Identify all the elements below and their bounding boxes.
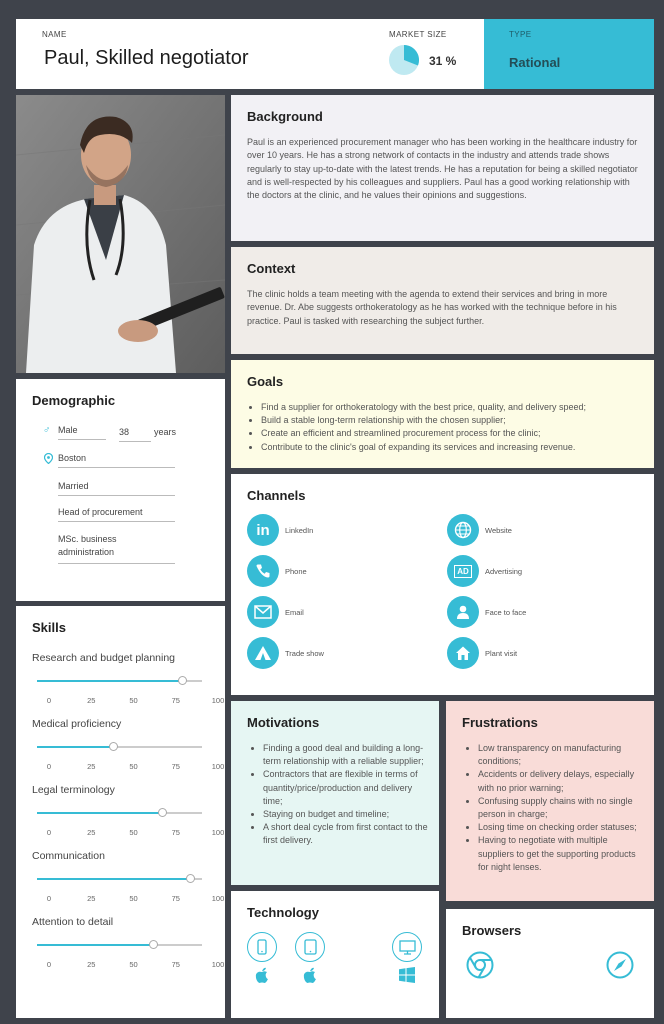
skill-scale	[32, 762, 225, 772]
channel-plant-visit	[447, 637, 517, 669]
browsers-section	[446, 909, 654, 1018]
goals-section	[231, 360, 654, 468]
market-size-value: 31 %	[429, 54, 457, 68]
skill-scale	[32, 696, 225, 706]
motivations-list	[263, 742, 429, 848]
persona-header	[16, 19, 484, 89]
demographic-title: Demographic	[32, 393, 116, 408]
globe-icon	[447, 514, 479, 546]
motivations-title: Motivations	[247, 715, 320, 730]
skill-name: Legal terminology	[32, 784, 115, 796]
technology-title: Technology	[247, 905, 319, 920]
channels-section	[231, 474, 654, 695]
demographic-section	[16, 379, 225, 601]
channel-label: Email	[285, 607, 304, 617]
motivation-item: • Staying on budget and timeline;	[263, 808, 429, 821]
goal-item: • Find a supplier for orthokeratology with the best price, quality, and delivery speed;	[261, 401, 640, 414]
male-icon: ♂	[43, 425, 51, 436]
channel-label: Plant visit	[485, 648, 518, 658]
channel-linkedin	[247, 514, 313, 546]
scale-tick-label: 50	[129, 762, 138, 771]
scale-tick-label: 0	[46, 696, 52, 705]
channel-label: Website	[485, 525, 512, 535]
tablet-icon	[295, 932, 325, 962]
type-value: Rational	[509, 55, 561, 70]
type-label: TYPE	[509, 30, 532, 39]
scale-tick-label: 0	[46, 960, 52, 969]
phone-icon	[247, 555, 279, 587]
frustration-item: • Having to negotiate with multiple suppliers to get the supporting products for night lenses.	[478, 834, 644, 874]
background-text: Paul is an experienced procurement manager who has been working in the healthcare industry for over 10 years. He has a strong network of contacts in the industry and attends trade shows regularly to stay up-to-date with the latest trends. He has a reputation for being a skilled negotiator and is well-respected by his colleagues and suppliers. Paul has a good working relationship with the doctors at the clinic, and he values their opinions and suggestions.	[247, 137, 638, 201]
person-icon	[447, 596, 479, 628]
goal-item: • Create an efficient and streamlined procurement process for the clinic;	[261, 427, 640, 440]
channel-phone	[247, 555, 307, 587]
gender-field: Male	[58, 425, 106, 440]
skills-title: Skills	[32, 620, 66, 635]
motivations-section	[231, 701, 439, 885]
scale-tick-label: 100	[211, 696, 225, 705]
skill-slider-fill	[37, 680, 182, 682]
apple-icon	[247, 967, 277, 989]
skill-slider[interactable]	[37, 746, 202, 748]
linkedin-icon: in	[247, 514, 279, 546]
channel-label: Phone	[285, 566, 307, 576]
skills-section	[16, 606, 225, 1018]
skill-slider[interactable]	[37, 680, 202, 682]
marital-status-field: Married	[58, 481, 175, 496]
context-section	[231, 247, 654, 354]
scale-tick-label: 100	[211, 828, 225, 837]
email-icon	[247, 596, 279, 628]
scale-tick-label: 50	[129, 960, 138, 969]
job-title-field: Head of procurement	[58, 507, 175, 522]
scale-tick-label: 75	[171, 696, 180, 705]
channel-label: LinkedIn	[285, 525, 314, 535]
education-field: MSc. business administration	[58, 533, 175, 564]
motivation-item: • Finding a good deal and building a long-term relationship with a reliable supplier;	[263, 742, 429, 768]
frustration-item: • Losing time on checking order statuses;	[478, 821, 644, 834]
channels-title: Channels	[247, 488, 306, 503]
skill-name: Communication	[32, 850, 105, 862]
channel-advertising	[447, 555, 522, 587]
skill-slider-fill	[37, 812, 162, 814]
motivation-item: • Contractors that are flexible in terms of quantity/price/production and delivery time;	[263, 768, 429, 808]
skill-slider-knob[interactable]	[186, 874, 195, 883]
technology-section	[231, 891, 439, 1018]
scale-tick-label: 75	[171, 828, 180, 837]
skill-slider-knob[interactable]	[109, 742, 118, 751]
smartphone-icon	[247, 932, 277, 962]
market-size-label: MARKET SIZE	[389, 30, 447, 39]
scale-tick-label: 50	[129, 894, 138, 903]
browsers-title: Browsers	[462, 923, 522, 938]
scale-tick-label: 50	[129, 828, 138, 837]
channel-label: Advertising	[485, 566, 523, 576]
channel-label: Face to face	[485, 607, 527, 617]
market-size-pie	[389, 45, 419, 75]
channel-email	[247, 596, 304, 628]
scale-tick-label: 100	[211, 894, 225, 903]
skill-slider-fill	[37, 878, 190, 880]
windows-icon	[392, 967, 422, 988]
ad-icon: AD	[447, 555, 479, 587]
motivation-item: • A short deal cycle from first contact to the first delivery.	[263, 821, 429, 847]
scale-tick-label: 0	[46, 894, 52, 903]
age-unit: years	[154, 427, 177, 437]
name-label: NAME	[42, 30, 67, 39]
goal-item: • Build a stable long-term relationship with the chosen supplier;	[261, 414, 640, 427]
scale-tick-label: 25	[87, 828, 96, 837]
scale-tick-label: 25	[87, 696, 96, 705]
background-title: Background	[247, 109, 323, 124]
scale-tick-label: 25	[87, 762, 96, 771]
frustration-item: • Low transparency on manufacturing conditions;	[478, 742, 644, 768]
channel-website	[447, 514, 512, 546]
tent-icon	[247, 637, 279, 669]
chrome-icon	[466, 951, 494, 979]
skill-scale	[32, 828, 225, 838]
scale-tick-label: 0	[46, 828, 52, 837]
context-text: The clinic holds a team meeting with the agenda to extend their services and bring in more revenue. Dr. Abe suggests orthokeratology as he has worked with the technique before in his practice. Paul is tasked with researching the subject further.	[247, 289, 617, 326]
age-field: 38	[119, 427, 151, 442]
skill-slider-fill	[37, 944, 153, 946]
skill-scale	[32, 894, 225, 904]
desktop-icon	[392, 932, 422, 962]
persona-type-panel	[484, 19, 654, 89]
frustrations-section	[446, 701, 654, 901]
channel-face-to-face	[447, 596, 526, 628]
goal-item: • Contribute to the clinic's goal of expanding its services and increasing revenue.	[261, 441, 640, 454]
scale-tick-label: 75	[171, 960, 180, 969]
skill-slider[interactable]	[37, 812, 202, 814]
location-pin-icon	[44, 453, 53, 464]
frustration-item: • Accidents or delivery delays, especially with no prior warning;	[478, 768, 644, 794]
persona-name: Paul, Skilled negotiator	[44, 47, 249, 69]
skill-slider-knob[interactable]	[158, 808, 167, 817]
scale-tick-label: 100	[211, 960, 225, 969]
goals-title: Goals	[247, 374, 284, 389]
skill-slider-fill	[37, 746, 113, 748]
frustrations-list	[478, 742, 644, 874]
context-title: Context	[247, 261, 296, 276]
skill-slider-knob[interactable]	[149, 940, 158, 949]
scale-tick-label: 25	[87, 960, 96, 969]
skill-slider-knob[interactable]	[178, 676, 187, 685]
goals-list	[261, 401, 640, 454]
frustrations-title: Frustrations	[462, 715, 538, 730]
scale-tick-label: 75	[171, 762, 180, 771]
scale-tick-label: 25	[87, 894, 96, 903]
skill-slider[interactable]	[37, 878, 202, 880]
skill-name: Medical proficiency	[32, 718, 122, 730]
skill-slider[interactable]	[37, 944, 202, 946]
channel-trade-show	[247, 637, 324, 669]
skill-scale	[32, 960, 225, 970]
safari-icon	[606, 951, 634, 979]
background-section	[231, 95, 654, 241]
persona-photo	[16, 95, 225, 373]
scale-tick-label: 0	[46, 762, 52, 771]
skill-name: Research and budget planning	[32, 652, 176, 664]
scale-tick-label: 50	[129, 696, 138, 705]
frustration-item: • Confusing supply chains with no single person in charge;	[478, 795, 644, 821]
channel-label: Trade show	[285, 648, 324, 658]
scale-tick-label: 100	[211, 762, 225, 771]
location-field: Boston	[58, 453, 175, 468]
scale-tick-label: 75	[171, 894, 180, 903]
apple-icon	[295, 967, 325, 989]
house-icon	[447, 637, 479, 669]
skill-name: Attention to detail	[32, 916, 114, 928]
